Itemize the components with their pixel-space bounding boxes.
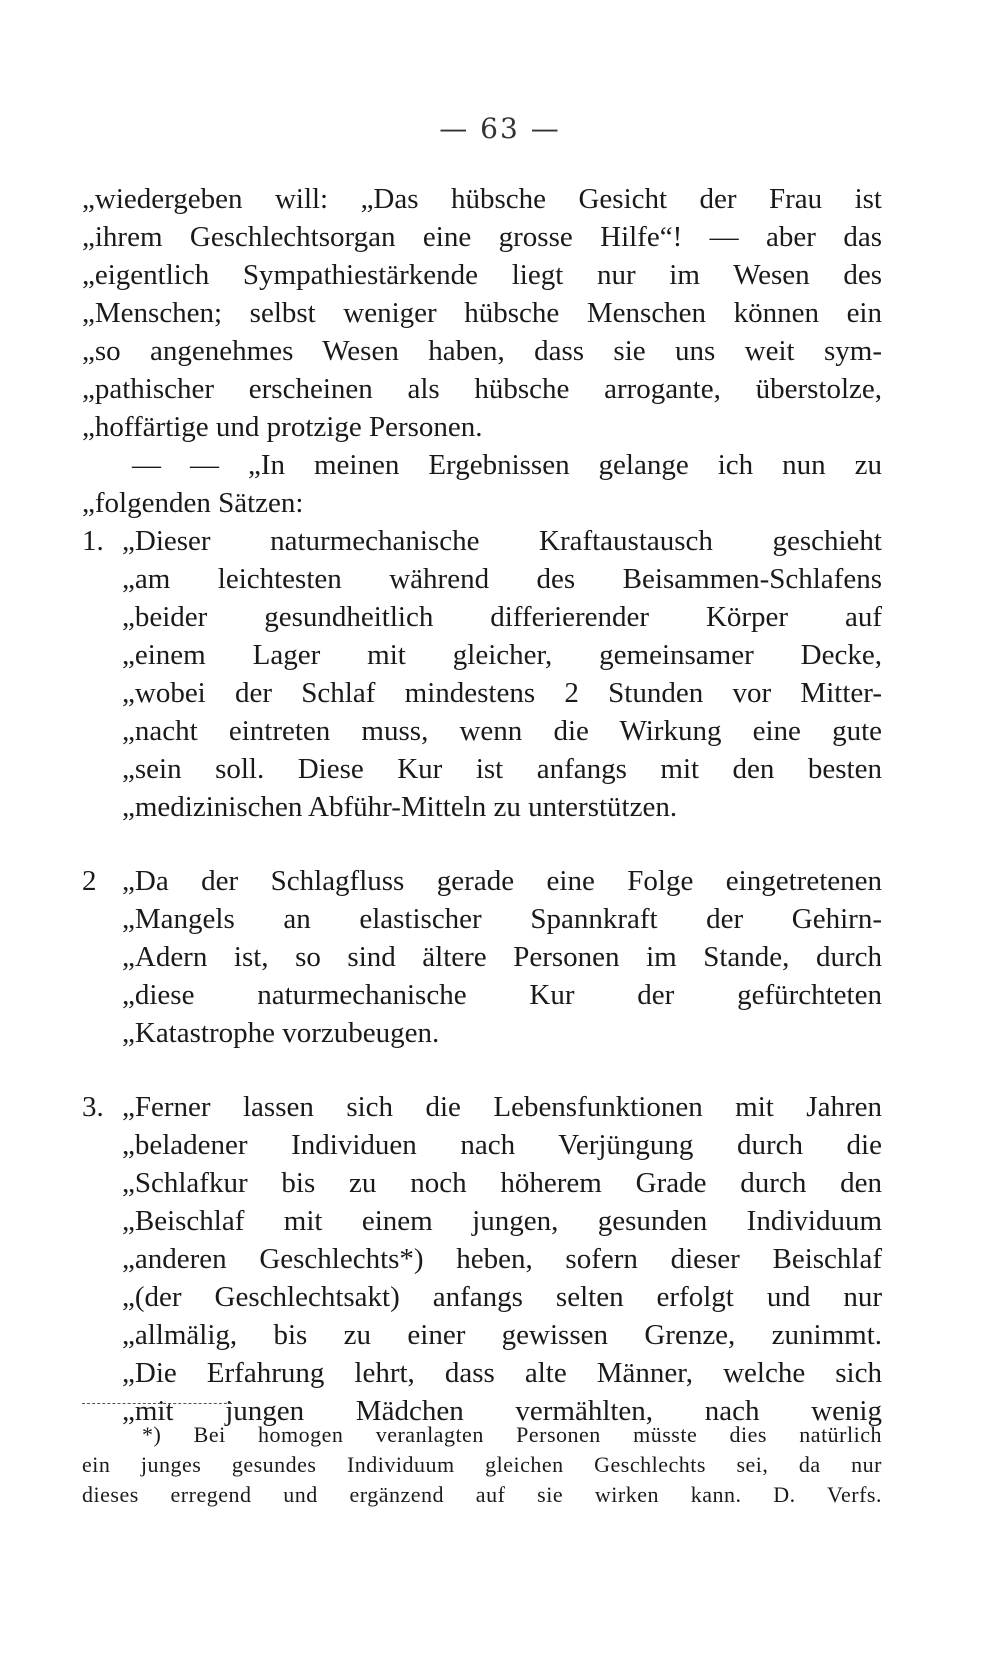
footnote-line: dieses erregend und ergänzend auf sie wirken kann. D. Verfs. xyxy=(82,1482,882,1507)
text-line: „nacht eintreten muss, wenn die Wirkung eine gute xyxy=(122,715,882,747)
body-text xyxy=(82,180,882,1430)
item-first-line xyxy=(82,862,882,900)
numbered-item-3 xyxy=(82,1088,882,1430)
text-line: „sein soll. Diese Kur ist anfangs mit den besten xyxy=(122,753,882,785)
text-line: „wiedergeben will: „Das hübsche Gesicht der Frau ist xyxy=(82,183,882,215)
footnote xyxy=(82,1420,882,1510)
text-line: „pathischer erscheinen als hübsche arrogante, überstolze, xyxy=(82,373,882,405)
text-line: „Schlafkur bis zu noch höherem Grade durch den xyxy=(122,1167,882,1199)
text-line: „Katastrophe vorzubeugen. xyxy=(122,1017,440,1049)
item-number: 1. xyxy=(82,525,104,557)
item-text: „Da der Schlagfluss gerade eine Folge eingetretenen xyxy=(122,865,882,897)
text-line: „Beischlaf mit einem jungen, gesunden Individuum xyxy=(122,1205,882,1237)
text-line: „mit jungen Mädchen vermählten, nach wenig xyxy=(122,1395,882,1427)
text-line: „am leichtesten während des Beisammen-Schlafens xyxy=(122,563,882,595)
text-line: „Die Erfahrung lehrt, dass alte Männer, welche sich xyxy=(122,1357,882,1389)
text-line: „medizinischen Abführ-Mitteln zu unterstützen. xyxy=(122,791,678,823)
text-line: „Mangels an elastischer Spannkraft der Gehirn- xyxy=(122,903,882,935)
text-line: „beider gesundheitlich differierender Körper auf xyxy=(122,601,882,633)
numbered-item-1 xyxy=(82,522,882,826)
text-line: „einem Lager mit gleicher, gemeinsamer Decke, xyxy=(122,639,882,671)
paragraph-gap xyxy=(82,826,882,862)
text-line: „diese naturmechanische Kur der gefürchteten xyxy=(122,979,882,1011)
text-line: „Adern ist, so sind ältere Personen im Stande, durch xyxy=(122,941,882,973)
text-line: „anderen Geschlechts*) heben, sofern dieser Beischlaf xyxy=(122,1243,882,1275)
text-line: „ihrem Geschlechtsorgan eine grosse Hilfe“! — aber das xyxy=(82,221,882,253)
numbered-item-2 xyxy=(82,862,882,1052)
paragraph-gap xyxy=(82,1052,882,1088)
text-line: „Menschen; selbst weniger hübsche Menschen können ein xyxy=(82,297,882,329)
text-line: „beladener Individuen nach Verjüngung durch die xyxy=(122,1129,882,1161)
text-line: „folgenden Sätzen: xyxy=(82,487,304,519)
text-line: „so angenehmes Wesen haben, dass sie uns weit sym- xyxy=(82,335,882,367)
text-line: „wobei der Schlaf mindestens 2 Stunden vor Mitter- xyxy=(122,677,882,709)
page-number: — 63 — xyxy=(439,112,561,145)
item-text: „Dieser naturmechanische Kraftaustausch geschieht xyxy=(122,525,882,557)
footnote-divider xyxy=(82,1403,232,1404)
item-number: 3. xyxy=(82,1091,104,1123)
item-number: 2 xyxy=(82,865,97,897)
item-text: „Ferner lassen sich die Lebensfunktionen mit Jahren xyxy=(122,1091,882,1123)
text-line: „hoffärtige und protzige Personen. xyxy=(82,411,483,443)
footnote-line: *) Bei homogen veranlagten Personen müsste dies natürlich xyxy=(142,1422,882,1447)
footnote-line: ein junges gesundes Individuum gleichen Geschlechts sei, da nur xyxy=(82,1452,882,1477)
text-line: „(der Geschlechtsakt) anfangs selten erfolgt und nur xyxy=(122,1281,882,1313)
text-line: „eigentlich Sympathiestärkende liegt nur im Wesen des xyxy=(82,259,882,291)
item-first-line xyxy=(82,1088,882,1126)
text-line: — — „In meinen Ergebnissen gelange ich nun zu xyxy=(132,449,882,481)
text-line: „allmälig, bis zu einer gewissen Grenze, zunimmt. xyxy=(122,1319,882,1351)
item-first-line xyxy=(82,522,882,560)
